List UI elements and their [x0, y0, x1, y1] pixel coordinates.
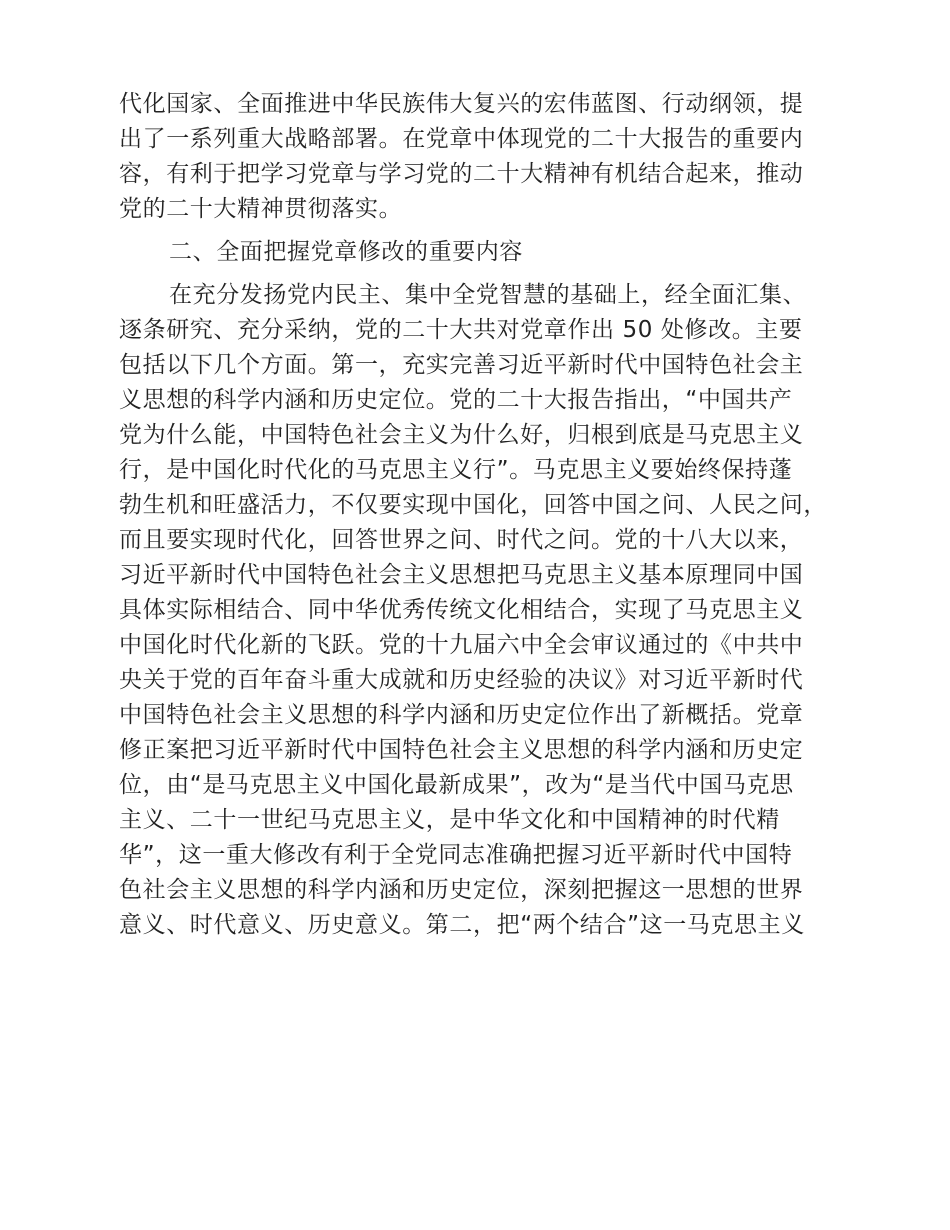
- text-line: 勃生机和旺盛活力，不仅要实现中国化，回答中国之问、人民之问，: [119, 492, 827, 518]
- text-line: 义思想的科学内涵和历史定位。党的二十大报告指出，“中国共产: [119, 387, 793, 413]
- text-line: 习近平新时代中国特色社会主义思想把马克思主义基本原理同中国: [119, 562, 804, 588]
- text-line: 修正案把习近平新时代中国特色社会主义思想的科学内涵和历史定: [119, 737, 804, 763]
- text-line: 而且要实现时代化，回答世界之问、时代之问。党的十八大以来，: [119, 527, 804, 553]
- text-line: 中国化时代化新的飞跃。党的十九届六中全会审议通过的《中共中: [119, 632, 804, 658]
- paragraph-gap: [119, 227, 839, 235]
- section-heading: 二、全面把握党章修改的重要内容: [169, 239, 523, 265]
- text-line: 在充分发扬党内民主、集中全党智慧的基础上，经全面汇集、: [169, 282, 807, 308]
- text-line: 行，是中国化时代化的马克思主义行”。马克思主义要始终保持蓬: [119, 457, 793, 483]
- text-line: 具体实际相结合、同中华优秀传统文化相结合，实现了马克思主义: [119, 597, 804, 623]
- document-body: [119, 87, 839, 943]
- text-line: 党为什么能，中国特色社会主义为什么好，归根到底是马克思主义: [119, 422, 804, 448]
- text-line: 代化国家、全面推进中华民族伟大复兴的宏伟蓝图、行动纲领，提: [119, 91, 804, 117]
- text-line: 位，由“是马克思主义中国化最新成果”，改为“是当代中国马克思: [119, 772, 794, 798]
- text-line: 容，有利于把学习党章与学习党的二十大精神有机结合起来，推动: [119, 161, 804, 187]
- text-line: 中国特色社会主义思想的科学内涵和历史定位作出了新概括。党章: [119, 702, 804, 728]
- text-line: 主义、二十一世纪马克思主义，是中华文化和中国精神的时代精: [119, 807, 780, 833]
- text-line: 党的二十大精神贯彻落实。: [119, 196, 403, 222]
- text-line: 包括以下几个方面。第一，充实完善习近平新时代中国特色社会主: [119, 352, 804, 378]
- paragraph-gap: [119, 270, 839, 278]
- text-line: 逐条研究、充分采纳，党的二十大共对党章作出 50 处修改。主要: [119, 317, 803, 343]
- text-line: 出了一系列重大战略部署。在党章中体现党的二十大报告的重要内: [119, 126, 804, 152]
- text-line: 华”，这一重大修改有利于全党同志准确把握习近平新时代中国特: [119, 842, 793, 868]
- text-line: 央关于党的百年奋斗重大成就和历史经验的决议》对习近平新时代: [119, 667, 804, 693]
- text-line: 意义、时代意义、历史意义。第二，把“两个结合”这一马克思主义: [119, 912, 805, 938]
- text-line: 色社会主义思想的科学内涵和历史定位，深刻把握这一思想的世界: [119, 877, 804, 903]
